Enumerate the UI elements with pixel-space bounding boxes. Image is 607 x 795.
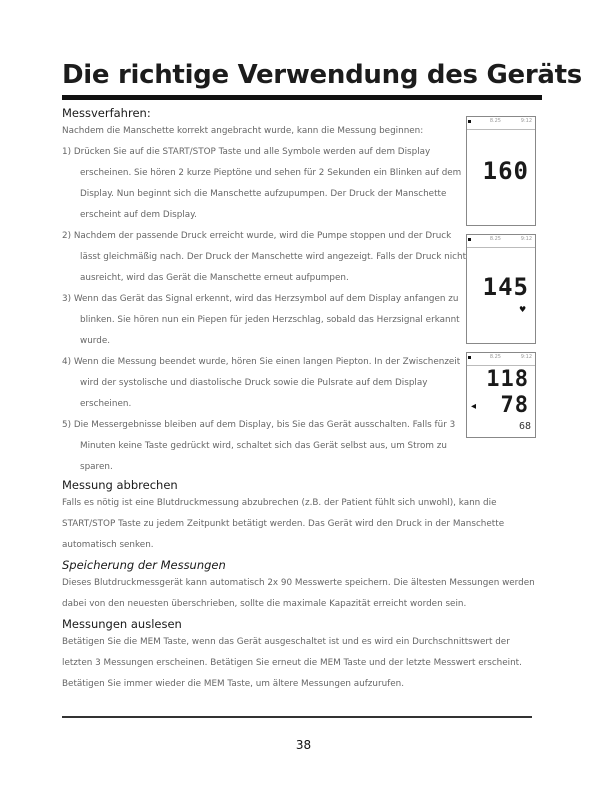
step-3: 3) Wenn das Gerät das Signal erkennt, wird das Herzsymbol auf dem Display anfangen zu blinken. Sie hören nun ein Piepen für jeden Herzschlag, sobald das Herzsignal erkannt wurde. [62, 294, 460, 346]
lcd-topbar [467, 353, 535, 366]
arrow-icon: ◂ [471, 401, 477, 412]
heading-abort: Messung abbrechen [62, 478, 178, 492]
heading-measuring: Messverfahren: [62, 106, 151, 120]
lcd-time: 9:12 [520, 118, 532, 124]
indicator-dot [468, 120, 471, 123]
lcd-topbar [467, 235, 535, 248]
step-1: 1) Drücken Sie auf die START/STOP Taste und alle Symbole werden auf dem Display erscheinen. Sie hören 2 kurze Pieptöne und sehen für 2 Sekunden ein Blinken auf dem Display. Nun beginnt sich die Manschette aufzupumpen. Der Druck der Manschette erscheint auf dem Display. [62, 147, 462, 220]
bottom-rule [62, 716, 532, 718]
lower-sections [62, 476, 540, 695]
lcd-time: 9:12 [520, 354, 532, 360]
lcd-date: 8.25 [489, 236, 501, 242]
measuring-intro: Nachdem die Manschette korrekt angebracht wurde, kann die Messung beginnen: [62, 126, 424, 136]
heading-read: Messungen auslesen [62, 617, 182, 631]
storage-text: Dieses Blutdruckmessgerät kann automatisch 2x 90 Messwerte speichern. Die ältesten Messungen werden dabei von den neuesten überschrieben, sollte die maximale Kapazität erreicht worden sein. [62, 578, 535, 609]
heart-icon: ♥ [519, 305, 527, 314]
page-number: 38 [295, 738, 312, 752]
lcd-systolic: 118 [486, 367, 529, 392]
lcd-topbar [467, 117, 535, 130]
step-5: 5) Die Messergebnisse bleiben auf dem Display, bis Sie das Gerät ausschalten. Falls für 3 Minuten keine Taste gedrückt wird, schaltet sich das Gerät selbst aus, um Strom zu sparen. [62, 420, 456, 472]
lcd-date: 8.25 [489, 354, 501, 360]
abort-text: Falls es nötig ist eine Blutdruckmessung abzubrechen (z.B. der Patient fühlt sich unwohl), kann die START/STOP Taste zu jedem Zeitpunkt betätigt werden. Das Gerät wird den Druck in der Manschette automatisch senken. [62, 498, 505, 550]
step-2: 2) Nachdem der passende Druck erreicht wurde, wird die Pumpe stoppen und der Druck lässt gleichmäßig nach. Der Druck der Manschette wird angezeigt. Falls der Druck nicht ausreicht, wird das Gerät die Manschette erneut aufpumpen. [62, 231, 467, 283]
read-text: Betätigen Sie die MEM Taste, wenn das Gerät ausgeschaltet ist und es wird ein Durchschnittswert der letzten 3 Messungen erscheinen. Betätigen Sie erneut die MEM Taste und der letzte Messwert erscheint. Betätigen Sie immer wieder die MEM Taste, um ältere Messungen aufzurufen. [62, 637, 522, 689]
title-rule [62, 95, 542, 100]
indicator-dot [468, 238, 471, 241]
lcd-value: 160 [482, 157, 529, 185]
lcd-display-3 [466, 352, 536, 438]
lcd-diastolic: 78 [500, 393, 529, 418]
measuring-section [62, 104, 467, 478]
lcd-date: 8.25 [489, 118, 501, 124]
lcd-pulse: 68 [518, 421, 531, 432]
page-title: Die richtige Verwendung des Geräts [62, 60, 582, 90]
lcd-value: 145 [482, 273, 529, 301]
lcd-time: 9:12 [520, 236, 532, 242]
lcd-display-1 [466, 116, 536, 226]
lcd-display-2 [466, 234, 536, 344]
indicator-dot [468, 356, 471, 359]
heading-storage: Speicherung der Messungen [62, 558, 226, 572]
step-4: 4) Wenn die Messung beendet wurde, hören Sie einen langen Piepton. In der Zwischenzeit wird der systolische und diastolische Druck sowie die Pulsrate auf dem Display erscheinen. [62, 357, 461, 409]
